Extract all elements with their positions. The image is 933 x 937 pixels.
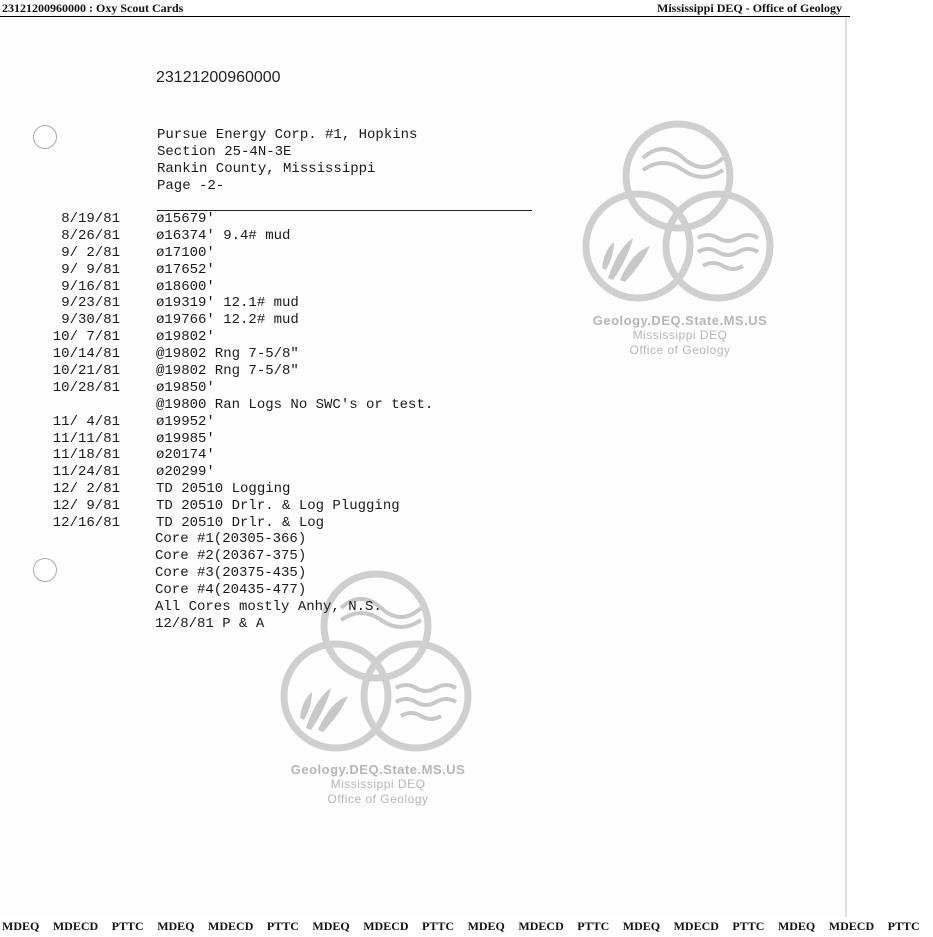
- footer-item: MDECD: [363, 919, 409, 933]
- log-row: [40, 380, 560, 397]
- log-text: ø19319' 12.1# mud: [156, 295, 299, 312]
- api-number: 23121200960000: [156, 69, 281, 86]
- header-document-title: 23121200960000 : Oxy Scout Cards: [2, 1, 184, 15]
- log-text: TD 20510 Drlr. & Log Plugging: [156, 498, 400, 515]
- log-row: [40, 481, 560, 498]
- page-line: Page -2-: [157, 178, 225, 194]
- drilling-log: [40, 211, 560, 532]
- log-row: [40, 262, 560, 279]
- log-row: [40, 245, 560, 262]
- log-date: 12/ 9/81: [52, 498, 120, 515]
- log-row: [40, 515, 560, 532]
- log-date: 11/ 4/81: [52, 413, 120, 430]
- footer-item: MDECD: [828, 919, 875, 933]
- core-line: Core #3(20375-435): [155, 565, 307, 581]
- punch-hole-icon: [33, 558, 57, 582]
- log-date: 10/ 7/81: [52, 329, 120, 346]
- log-row: [40, 346, 560, 363]
- county-line: Rankin County, Mississippi: [157, 161, 376, 177]
- log-row: [40, 431, 560, 448]
- log-text: ø19802': [156, 329, 215, 346]
- footer-item: MDEQ: [312, 919, 350, 933]
- footer-item: MDECD: [673, 919, 719, 933]
- log-text: ø17652': [156, 261, 215, 278]
- footer-item: MDEQ: [467, 919, 505, 933]
- footer-item: PTTC: [732, 919, 765, 933]
- log-text: ø19850': [156, 379, 215, 396]
- log-date: 11/11/81: [52, 430, 120, 447]
- log-row: [40, 329, 560, 346]
- log-text: TD 20510 Logging: [156, 481, 291, 498]
- footer-banner: [2, 919, 933, 934]
- core-line: Core #1(20305-366): [155, 531, 307, 547]
- footer-item: MDEQ: [777, 919, 816, 933]
- log-date: 11/18/81: [52, 447, 120, 464]
- log-date: 10/14/81: [52, 346, 120, 363]
- log-row: [40, 414, 560, 431]
- log-row: [40, 228, 560, 245]
- footer-item: PTTC: [422, 919, 455, 933]
- log-date: 10/28/81: [52, 379, 120, 396]
- footer-item: MDECD: [208, 919, 254, 933]
- punch-hole-icon: [33, 125, 57, 149]
- footer-item: PTTC: [577, 919, 610, 933]
- header-agency: Mississippi DEQ - Office of Geology: [657, 1, 842, 15]
- footer-item: MDEQ: [2, 919, 40, 933]
- log-row: [40, 447, 560, 464]
- log-text: ø17100': [156, 244, 215, 261]
- core-summary: [155, 531, 382, 633]
- log-text: ø16374' 9.4# mud: [156, 227, 291, 244]
- log-text: ø19766' 12.2# mud: [156, 312, 299, 329]
- log-text: ø19985': [156, 430, 215, 447]
- section-line: Section 25-4N-3E: [157, 144, 292, 160]
- footer-item: PTTC: [266, 919, 299, 933]
- log-date: 8/26/81: [61, 227, 120, 244]
- log-date: 12/ 2/81: [52, 481, 120, 498]
- log-row: [40, 363, 560, 380]
- watermark-logo-icon: [578, 118, 778, 308]
- log-text: ø20174': [156, 447, 215, 464]
- log-text: @19802 Rng 7-5/8": [156, 363, 299, 380]
- log-date: 9/ 9/81: [61, 261, 120, 278]
- log-date: 10/21/81: [52, 363, 120, 380]
- log-row: [40, 464, 560, 481]
- log-text: @19800 Ran Logs No SWC's or test.: [156, 396, 434, 413]
- footer-item: MDECD: [52, 919, 99, 933]
- footer-item: MDECD: [518, 919, 564, 933]
- well-heading: [157, 127, 417, 195]
- log-row: [40, 312, 560, 329]
- watermark-text: Geology.DEQ.State.MS.US Mississippi DEQ Office of Geology: [290, 762, 466, 806]
- watermark-text: Geology.DEQ.State.MS.US Mississippi DEQ Office of Geology: [592, 313, 768, 357]
- log-date: 9/ 2/81: [61, 244, 120, 261]
- log-row: [40, 279, 560, 296]
- footer-item: PTTC: [887, 919, 920, 933]
- log-row: [40, 211, 560, 228]
- core-line: Core #2(20367-375): [155, 548, 307, 564]
- footer-item: MDEQ: [622, 919, 661, 933]
- log-date: 12/16/81: [52, 515, 120, 532]
- log-text: ø20299': [156, 464, 215, 481]
- log-date: 8/19/81: [61, 211, 120, 227]
- footer-item: PTTC: [111, 919, 144, 933]
- log-row: [40, 397, 560, 414]
- log-row: [40, 498, 560, 515]
- log-row: [40, 295, 560, 312]
- log-text: @19802 Rng 7-5/8": [156, 346, 299, 363]
- core-line: 12/8/81 P & A: [155, 616, 265, 632]
- core-line: Core #4(20435-477): [155, 582, 307, 598]
- log-text: ø15679': [156, 211, 215, 227]
- log-text: ø18600': [156, 278, 215, 295]
- log-text: TD 20510 Drlr. & Log: [156, 515, 325, 532]
- log-date: 9/30/81: [61, 312, 120, 329]
- footer-item: MDEQ: [157, 919, 195, 933]
- core-line: All Cores mostly Anhy, N.S.: [155, 599, 382, 615]
- log-date: 9/23/81: [61, 295, 120, 312]
- log-date: 11/24/81: [52, 464, 120, 481]
- log-text: ø19952': [156, 413, 215, 430]
- log-date: 9/16/81: [61, 278, 120, 295]
- operator-well-line: Pursue Energy Corp. #1, Hopkins: [157, 127, 418, 143]
